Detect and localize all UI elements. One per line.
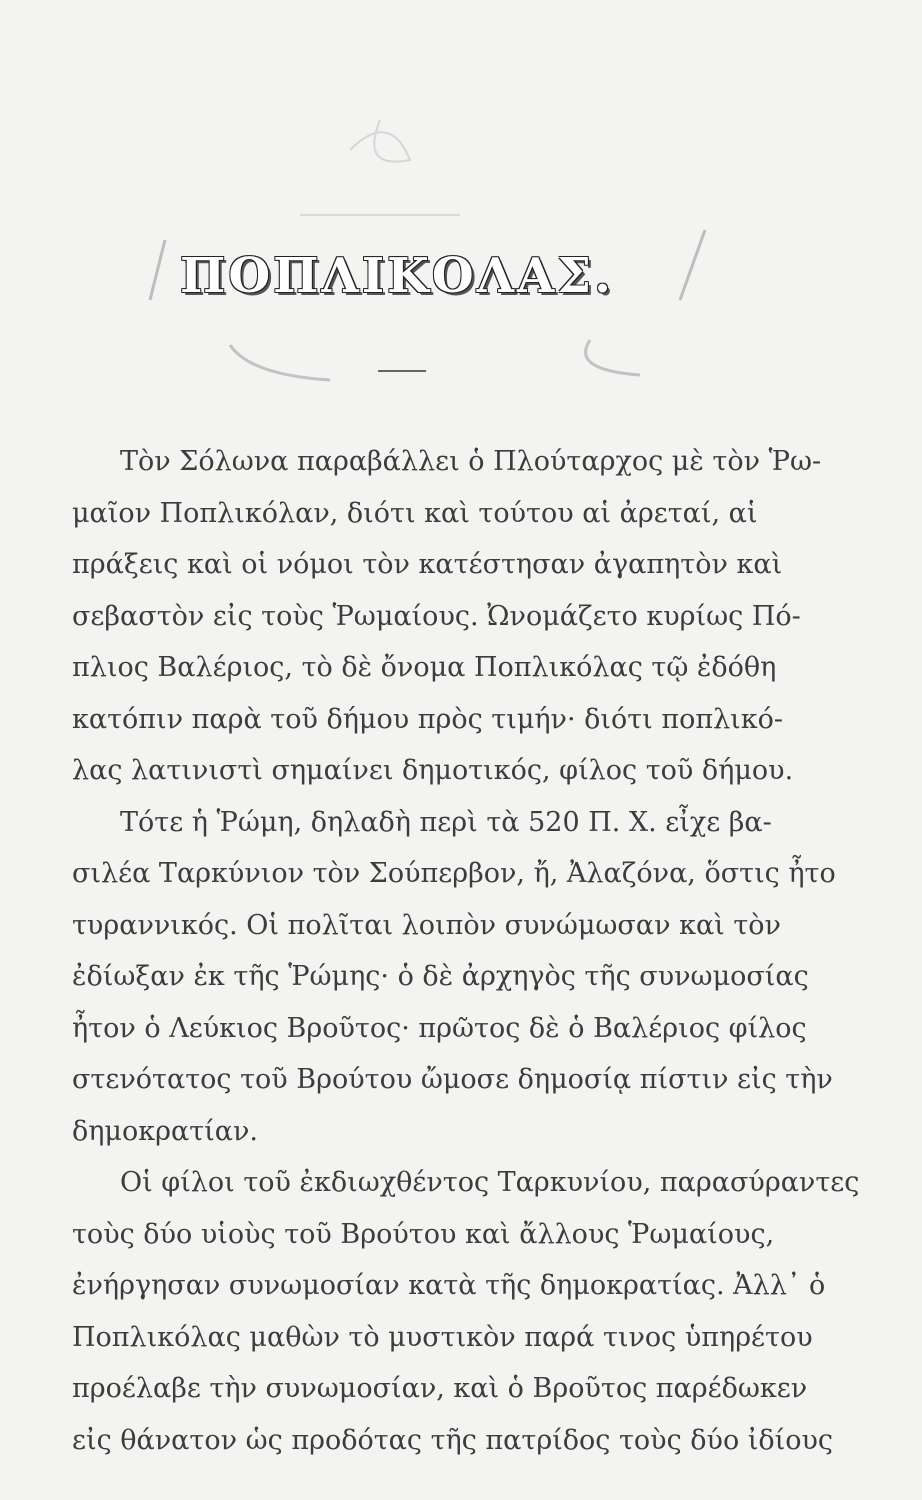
text-line: πράξεις καὶ οἱ νόμοι τὸν κατέστησαν ἀγαπητὸν καὶ [72,549,783,580]
paragraph-3-cont [72,1209,832,1467]
text-line: Τὸν Σόλωνα παραβάλλει ὁ Πλούταρχος μὲ τὸν Ῥω- [120,446,822,477]
text-line: μαῖον Ποπλικόλαν, διότι καὶ τούτου αἱ ἀρεταί, αἱ [72,497,758,529]
text-line: δημοκρατίαν. [72,1115,258,1147]
paragraph-1 [72,436,832,488]
text-line: στενότατος τοῦ Βρούτου ὤμοσε δημοσίᾳ πίστιν εἰς τὴν [72,1064,833,1095]
text-line: εἰς θάνατον ὡς προδότας τῆς πατρίδος τοὺς δύο ἰδίους [72,1424,834,1456]
text-line: τοὺς δύο υἱοὺς τοῦ Βρούτου καὶ ἄλλους Ῥωμαίους, [72,1218,775,1250]
text-line: κατόπιν παρὰ τοῦ δήμου πρὸς τιμήν· διότι ποπλικό- [72,703,784,735]
page-title: ΠΟΠΛΙΚΟΛΑΣ. [180,248,614,304]
text-line: Ποπλικόλας μαθὼν τὸ μυστικὸν παρά τινος ὑπηρέτου [72,1321,813,1353]
body-text [72,436,860,1466]
text-line: λας λατινιστὶ σημαίνει δημοτικός, φίλος τοῦ δήμου. [72,755,794,786]
text-line: ἐδίωξαν ἐκ τῆς Ῥώμης· ὁ δὲ ἀρχηγὸς τῆς συνωμοσίας [72,961,809,992]
paragraph-2-cont [72,848,836,1157]
paragraph-2 [72,797,832,849]
paragraph-3 [72,1157,860,1209]
text-line: σιλέα Ταρκύνιον τὸν Σούπερβον, ἤ, Ἀλαζόνα, ὅστις ἦτο [72,858,836,889]
text-line: ἐνήργησαν συνωμοσίαν κατὰ τῆς δημοκρατίας. Ἀλλ᾽ ὁ [72,1270,826,1301]
text-line: ἦτον ὁ Λεύκιος Βροῦτος· πρῶτος δὲ ὁ Βαλέριος φίλος [72,1012,807,1044]
text-line: Οἱ φίλοι τοῦ ἐκδιωχθέντος Ταρκυνίου, παρασύραντες [120,1167,860,1198]
text-line: πλιος Βαλέριος, τὸ δὲ ὄνομα Ποπλικόλας τῷ ἐδόθη [72,652,777,683]
text-line: Τότε ἡ Ῥώμη, δηλαδὴ περὶ τὰ 520 Π. Χ. εἶχε βα- [120,806,772,838]
paragraph-1-cont [72,488,832,797]
text-line: προέλαβε τὴν συνωμοσίαν, καὶ ὁ Βροῦτος παρέδωκεν [72,1373,808,1404]
text-line: σεβαστὸν εἰς τοὺς Ῥωμαίους. Ὠνομάζετο κυρίως Πό- [72,600,801,632]
title-divider [378,370,426,372]
text-line: τυραννικός. Οἱ πολῖται λοιπὸν συνώμωσαν καὶ τὸν [72,909,781,941]
